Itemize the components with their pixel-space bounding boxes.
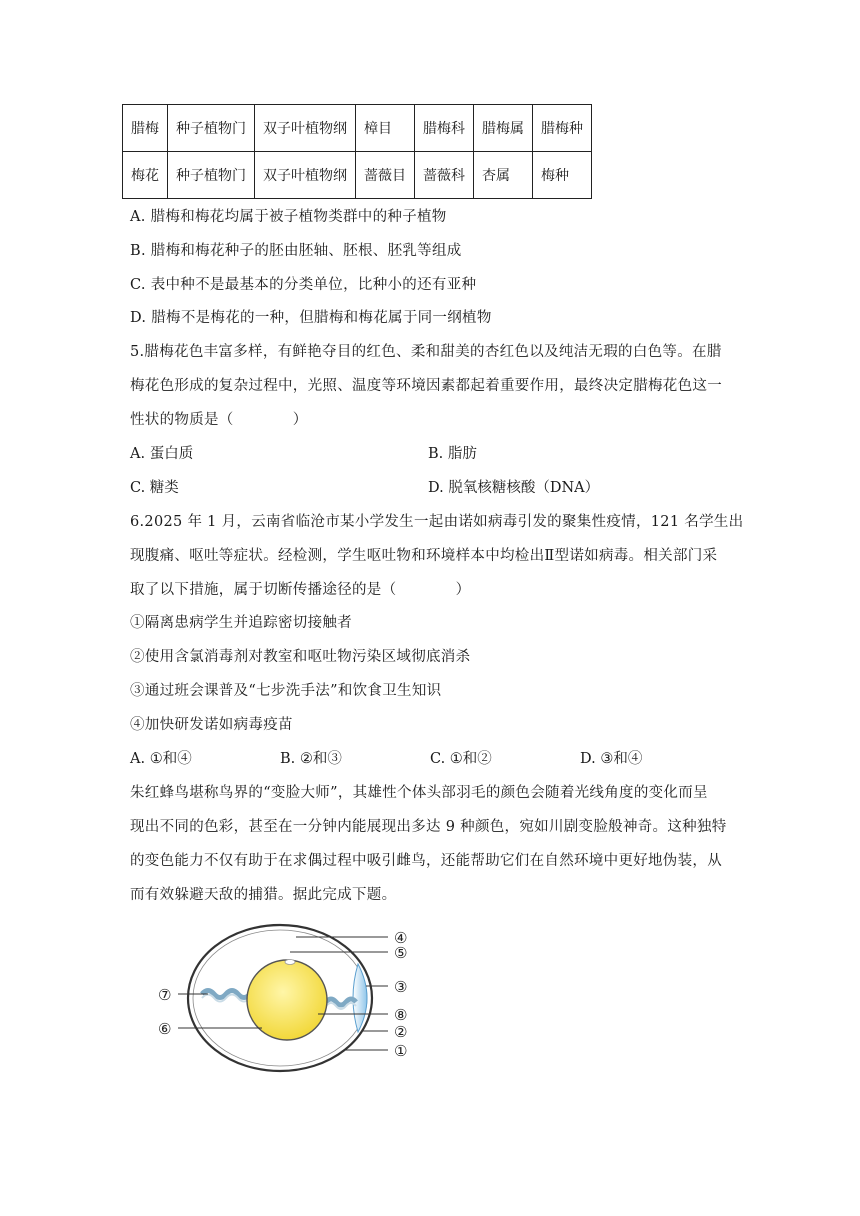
q6-stem-line: 取了以下措施，属于切断传播途径的是（ ） (130, 582, 471, 598)
q5-stem-line: 梅花色形成的复杂过程中，光照、温度等环境因素都起着重要作用，最终决定腊梅花色这一 (130, 378, 722, 394)
table-cell: 梅花 (123, 152, 168, 199)
q6-stem-line: 6.2025 年 1 月，云南省临沧市某小学发生一起由诺如病毒引发的聚集性疫情，121 名学生出 (130, 514, 744, 530)
q6-option-d: D. ③和④ (580, 751, 643, 767)
diagram-label-7: ⑦ (158, 986, 172, 1004)
passage-line: 朱红蜂鸟堪称鸟界的“变脸大师”，其雄性个体头部羽毛的颜色会随着光线角度的变化而呈 (130, 785, 708, 801)
table-cell: 腊梅种 (533, 105, 592, 152)
table-cell: 腊梅属 (474, 105, 533, 152)
table-cell: 蔷薇目 (356, 152, 415, 199)
q5-option-a: A. 蛋白质 (130, 446, 194, 462)
q6-item: ③通过班会课普及“七步洗手法”和饮食卫生知识 (130, 683, 442, 699)
table-row (123, 105, 592, 152)
table-cell: 樟目 (356, 105, 415, 152)
diagram-label-8: ⑧ (394, 1006, 408, 1024)
diagram-label-2: ② (394, 1023, 408, 1041)
q4-option-c: C. 表中种不是最基本的分类单位，比种小的还有亚种 (130, 277, 477, 293)
diagram-label-5: ⑤ (394, 944, 408, 962)
q6-stem-line: 现腹痛、呕吐等症状。经检测，学生呕吐物和环境样本中均检出Ⅱ型诺如病毒。相关部门采 (130, 548, 718, 564)
diagram-label-1: ① (394, 1042, 408, 1060)
q5-stem-line: 性状的物质是（ ） (130, 412, 308, 428)
q5-option-d: D. 脱氧核糖核酸（DNA） (428, 480, 600, 496)
table-cell: 种子植物门 (168, 105, 255, 152)
q4-option-a: A. 腊梅和梅花均属于被子植物类群中的种子植物 (130, 209, 447, 225)
q5-stem-line: 5.腊梅花色丰富多样，有鲜艳夺目的红色、柔和甜美的杏红色以及纯洁无瑕的白色等。在腊 (130, 344, 722, 360)
q6-item: ④加快研发诺如病毒疫苗 (130, 717, 293, 733)
table-cell: 梅种 (533, 152, 592, 199)
diagram-label-6: ⑥ (158, 1020, 172, 1038)
q5-option-b: B. 脂肪 (428, 446, 477, 462)
q6-option-c: C. ①和② (430, 751, 492, 767)
table-cell: 种子植物门 (168, 152, 255, 199)
germinal-disc (285, 960, 295, 965)
table-cell: 蔷薇科 (415, 152, 474, 199)
table-cell: 腊梅科 (415, 105, 474, 152)
q6-option-a: A. ①和④ (130, 751, 192, 767)
table-cell: 杏属 (474, 152, 533, 199)
q4-option-d: D. 腊梅不是梅花的一种，但腊梅和梅花属于同一纲植物 (130, 310, 492, 326)
passage-line: 的变色能力不仅有助于在求偶过程中吸引雌鸟，还能帮助它们在自然环境中更好地伪装，从 (130, 853, 722, 869)
diagram-label-4: ④ (394, 929, 408, 947)
classification-table (122, 104, 592, 199)
egg-structure-diagram (150, 918, 430, 1078)
passage-line: 而有效躲避天敌的捕猎。据此完成下题。 (130, 887, 397, 903)
passage-line: 现出不同的色彩，甚至在一分钟内能展现出多达 9 种颜色，宛如川剧变脸般神奇。这种独特 (130, 819, 727, 835)
q4-option-b: B. 腊梅和梅花种子的胚由胚轴、胚根、胚乳等组成 (130, 243, 462, 259)
diagram-label-3: ③ (394, 978, 408, 996)
q6-item: ②使用含氯消毒剂对教室和呕吐物污染区域彻底消杀 (130, 649, 471, 665)
table-cell: 双子叶植物纲 (255, 105, 356, 152)
q6-item: ①隔离患病学生并追踪密切接触者 (130, 615, 352, 631)
table-row (123, 152, 592, 199)
q6-option-b: B. ②和③ (280, 751, 342, 767)
table-cell: 双子叶植物纲 (255, 152, 356, 199)
table-cell: 腊梅 (123, 105, 168, 152)
q5-option-c: C. 糖类 (130, 480, 179, 496)
